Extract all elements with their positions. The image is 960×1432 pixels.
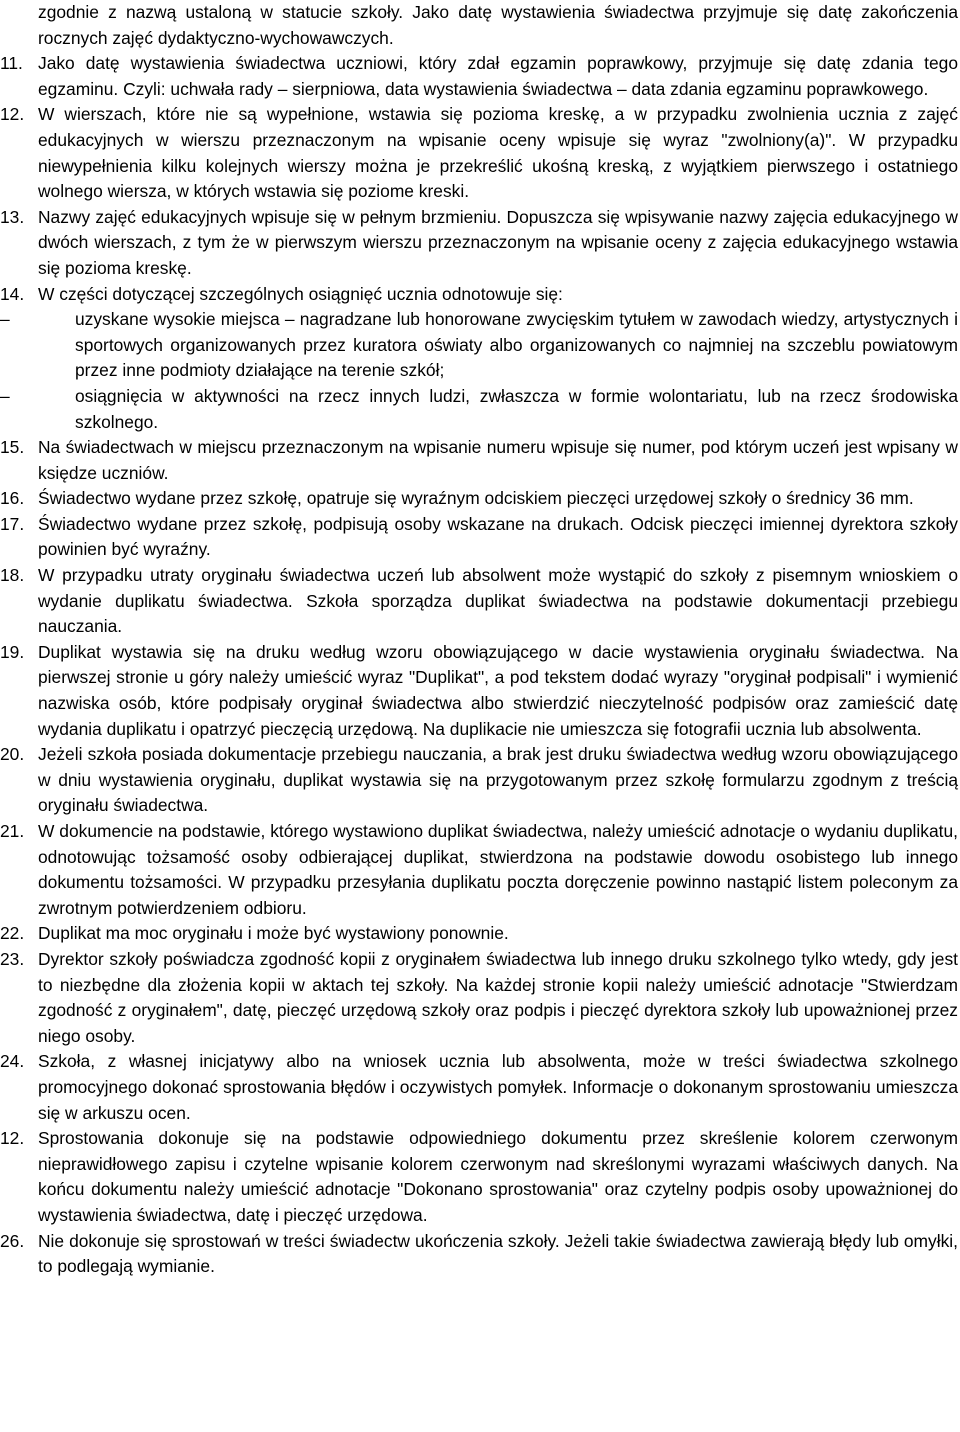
list-item-26 [0,1229,958,1280]
item-number: 14. [0,283,25,304]
item-text: Na świadectwach w miejscu przeznaczonym na wpisanie numeru wpisuje się numer, pod którym uczeń jest wpisany w księdze uczniów. [38,437,958,483]
dash-bullet: – [0,385,10,406]
list-item-21 [0,819,958,921]
item-text: W przypadku utraty oryginału świadectwa uczeń lub absolwent może wystąpić do szkoły z pisemnym wnioskiem o wydanie duplikatu świadectwa. Szkoła sporządza duplikat świadectwa na podstawie dokumentacji przebiegu nauczania. [38,565,958,637]
item-number: 21. [0,821,25,841]
item-text: Sprostowania dokonuje się na podstawie odpowiedniego dokumentu przez skreślenie kolorem czerwonym nieprawidłowego zapisu i czytelne wpisanie kolorem czerwonym nad skreślonymi wyrazami właściwych danych. Na końcu dokumentu należy umieścić adnotacje "Dokonano sprostowania" oraz czytelny podpis osoby upoważnionej do wystawienia świadectwa, datę i pieczęć urzędowa. [38,1128,958,1225]
item-text: Duplikat wystawia się na druku według wzoru obowiązującego w dacie wystawienia oryginału świadectwa. Na pierwszej stronie u góry należy umieścić wyraz "Duplikat", a pod tekstem dodać wyrazy "oryginał podpisali" i wymienić nazwiska osób, które podpisały oryginał świadectwa albo stwierdzić nieczytelność podpisów oraz zamieścić datę wydania duplikatu i opatrzyć pieczęcią urzędową. Na duplikacie nie umieszcza się fotografii ucznia lub absolwenta. [38,641,958,739]
list-item-16 [0,486,958,512]
item-number: 18. [0,565,25,586]
bullet-item [0,384,958,435]
bullet-text: uzyskane wysokie miejsca – nagradzane lub honorowane zwycięskim tytułem w zawodach wiedzy, artystycznych i sportowych organizowanych przez kuratora oświaty albo organizowanych co najmniej na szczeblu powiatowym przez inne podmioty działające na terenie szkół; [75,309,958,381]
achievements-list [0,307,960,435]
item-number: 24. [0,1051,25,1072]
item-text: Świadectwo wydane przez szkołę, opatruje się wyraźnym odciskiem pieczęci urzędowej szkoły o średnicy 36 mm. [38,488,914,509]
list-item-23 [0,947,958,1049]
item-text: Nazwy zajęć edukacyjnych wpisuje się w pełnym brzmieniu. Dopuszcza się wpisywanie nazwy zajęcia edukacyjnego w dwóch wierszach, z tym że w pierwszym wierszu przeznaczonym na wpisanie oceny z zajęcia edukacyjnego wstawia się pozioma kreskę. [38,206,958,278]
item-number: 12. [0,104,25,125]
list-item-13 [0,205,958,282]
item-text: Szkoła, z własnej inicjatywy albo na wniosek ucznia lub absolwenta, może w treści świadectwa szkolnego promocyjnego dokonać sprostowania błędów i oczywistych pomyłek. Informacje o dokonanym sprostowaniu umieszcza się w arkuszu ocen. [38,1051,958,1123]
list-item-11 [0,51,958,102]
intro-paragraph: zgodnie z nazwą ustaloną w statucie szkoły. Jako datę wystawienia świadectwa przyjmuje się datę zakończenia rocznych zajęć dydaktyczno-wychowawczych. [38,2,958,48]
item-number: 23. [0,948,25,969]
item-text: Dyrektor szkoły poświadcza zgodność kopii z oryginałem świadectwa lub innego druku szkolnego tylko wtedy, gdy jest to niezbędne dla złożenia kopii w aktach tej szkoły. Na każdej stronie kopii należy umieścić adnotacje "Stwierdzam zgodność z oryginałem", datę, pieczęć urzędową szkoły oraz podpis i pieczęć dyrektora szkoły lub upoważnionej przez niego osoby. [38,948,958,1046]
list-item-24 [0,1049,958,1126]
item-text: W dokumencie na podstawie, którego wystawiono duplikat świadectwa, należy umieścić adnotacje o wydaniu duplikatu, odnotowując tożsamość osoby odbierającej duplikat, stwierdzona na podstawie dowodu osobistego lub innego dokumentu tożsamości. W przypadku przesyłania duplikatu poczta doręczenie powinno nastąpić listem poleconym za zwrotnym potwierdzeniem odbioru. [38,821,958,918]
item-number: 19. [0,641,25,662]
bullet-text: osiągnięcia w aktywności na rzecz innych ludzi, zwłaszcza w formie wolontariatu, lub na rzecz środowiska szkolnego. [75,385,958,432]
list-item-25 [0,1126,958,1228]
item-text: Jeżeli szkoła posiada dokumentacje przebiegu nauczania, a brak jest druku świadectwa według wzoru obowiązującego w dniu wystawienia oryginału, duplikat wystawia się na przygotowanym przez szkołę formularzu zgodnym z treścią oryginału świadectwa. [38,744,958,816]
list-item-15 [0,435,958,486]
item-text: Nie dokonuje się sprostowań w treści świadectw ukończenia szkoły. Jeżeli takie świadectwa zawierają błędy lub omyłki, to podlegają wymianie. [38,1230,958,1277]
list-item-18 [0,563,958,640]
item-number: 20. [0,744,25,765]
item-number: 15. [0,437,25,458]
item-number: 13. [0,206,25,227]
item-text: Jako datę wystawienia świadectwa uczniowi, który zdał egzamin poprawkowy, przyjmuje się datę zdania tego egzaminu. Czyli: uchwała rady – sierpniowa, data wystawienia świadectwa – data zdania egzaminu poprawkowego. [38,53,958,99]
list-item-19 [0,640,958,742]
item-number: 22. [0,923,25,944]
list-item-12 [0,102,958,204]
bullet-item [0,307,958,384]
list-item-14 [0,282,958,308]
dash-bullet: – [0,309,10,330]
item-text: W części dotyczącej szczególnych osiągnięć ucznia odnotowuje się: [38,283,563,304]
list-item-20 [0,742,958,819]
item-number: 26. [0,1230,25,1251]
item-number: 11. [0,53,23,74]
list-item-17 [0,512,958,563]
item-number: 17. [0,513,25,534]
item-number: 16. [0,488,25,509]
list-item-22 [0,921,958,947]
item-text: Świadectwo wydane przez szkołę, podpisują osoby wskazane na drukach. Odcisk pieczęci imiennej dyrektora szkoły powinien być wyraźny. [38,513,958,560]
item-text: W wierszach, które nie są wypełnione, wstawia się pozioma kreskę, a w przypadku zwolnienia ucznia z zajęć edukacyjnych w wierszu przeznaczonym na wpisanie oceny wpisuje się wyraz "zwolniony(a)". W przypadku niewypełnienia kilku kolejnych wierszy można je przekreślić ukośną kreską, z wyjątkiem pierwszego i ostatniego wolnego wiersza, w których wstawia się poziome kreski. [38,104,958,202]
item-text: Duplikat ma moc oryginału i może być wystawiony ponownie. [38,923,509,944]
item-number: 12. [0,1128,25,1149]
